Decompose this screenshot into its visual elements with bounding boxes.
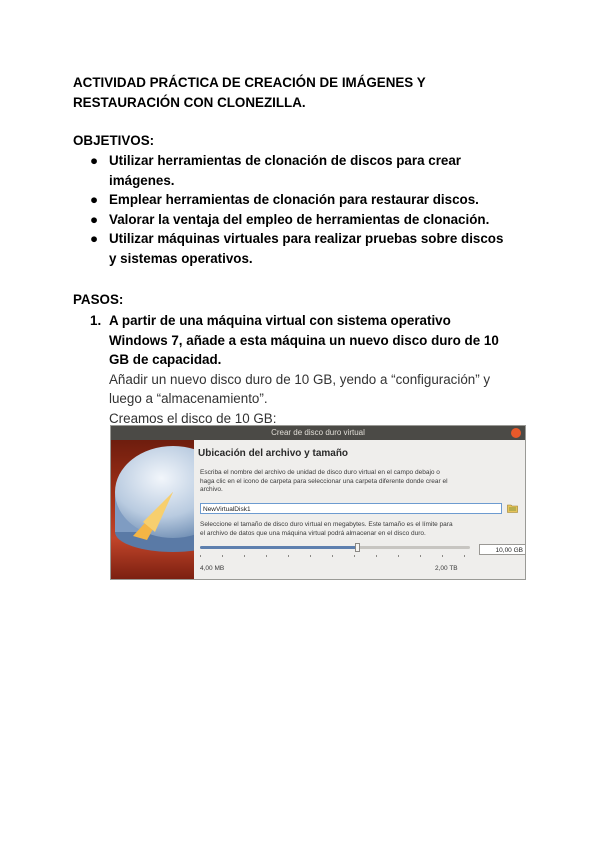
objectives-list [90, 151, 550, 268]
size-slider-fill [200, 546, 357, 549]
folder-icon[interactable] [507, 503, 518, 513]
file-name-input[interactable]: NewVirtualDisk1 [200, 503, 502, 514]
list-item-text: imágenes. [109, 172, 175, 188]
list-item-text: Valorar la ventaja del empleo de herramientas de clonación. [109, 211, 490, 227]
bullet-icon: ● [90, 153, 99, 168]
bullet-icon: ● [90, 231, 99, 246]
slider-min-label: 4,00 MB [200, 565, 225, 572]
steps-heading: PASOS: [73, 292, 124, 307]
list-item [90, 151, 550, 190]
disk-illustration [111, 440, 194, 580]
document-title [73, 73, 543, 113]
step-answer-line: Añadir un nuevo disco duro de 10 GB, yendo a “configuración” y [109, 371, 491, 387]
list-item [90, 210, 550, 230]
close-icon[interactable] [511, 428, 521, 438]
size-input[interactable]: 10,00 GB [479, 544, 526, 555]
instruction-text [200, 469, 522, 495]
list-item-text: y sistemas operativos. [109, 250, 253, 266]
objectives-heading: OBJETIVOS: [73, 133, 155, 148]
title-line: RESTAURACIÓN CON CLONEZILLA. [73, 95, 306, 110]
list-item-text: Emplear herramientas de clonación para restaurar discos. [109, 192, 479, 207]
bullet-icon: ● [90, 211, 99, 227]
size-slider[interactable] [200, 546, 470, 549]
list-item-text: Utilizar herramientas de clonación de discos para crear [109, 153, 462, 168]
slider-max-label: 2,00 TB [435, 565, 458, 572]
list-item [90, 190, 550, 210]
list-item-text: Utilizar máquinas virtuales para realizar pruebas sobre discos [109, 231, 504, 246]
step-instruction-line: GB de capacidad. [109, 352, 222, 367]
instruction-line: haga clic en el icono de carpeta para seleccionar una carpeta diferente donde crear el [200, 477, 448, 485]
instruction-line: el archivo de datos que una máquina virtual podrá almacenar en el disco duro. [200, 529, 426, 537]
dialog-titlebar [111, 426, 525, 440]
dialog-content [197, 440, 525, 579]
step-instruction-line: Windows 7, añade a esta máquina un nuevo disco duro de 10 [109, 332, 499, 348]
instruction-line: Seleccione el tamaño de disco duro virtual en megabytes. Este tamaño es el límite para [200, 521, 453, 528]
instruction-line: Escriba el nombre del archivo de unidad de disco duro virtual en el campo debajo o [200, 469, 440, 476]
slider-ticks [200, 555, 470, 558]
virtualbox-dialog-screenshot [110, 425, 526, 580]
step-item [90, 311, 550, 428]
step-instruction-line: A partir de una máquina virtual con sistema operativo [109, 313, 451, 328]
step-answer-line: luego a “almacenamiento”. [109, 391, 268, 406]
instruction-line: archivo. [200, 486, 223, 493]
dialog-title: Crear de disco duro virtual [271, 428, 365, 437]
step-answer-line: Creamos el disco de 10 GB: [109, 410, 277, 426]
list-item [90, 229, 550, 268]
hard-disk-icon [111, 440, 194, 580]
size-slider-handle[interactable] [355, 543, 360, 552]
step-number: 1. [90, 313, 102, 328]
title-line: ACTIVIDAD PRÁCTICA DE CREACIÓN DE IMÁGENES Y [73, 75, 426, 90]
bullet-icon: ● [90, 192, 99, 207]
dialog-heading: Ubicación del archivo y tamaño [198, 448, 349, 459]
size-instruction-text [200, 521, 522, 538]
